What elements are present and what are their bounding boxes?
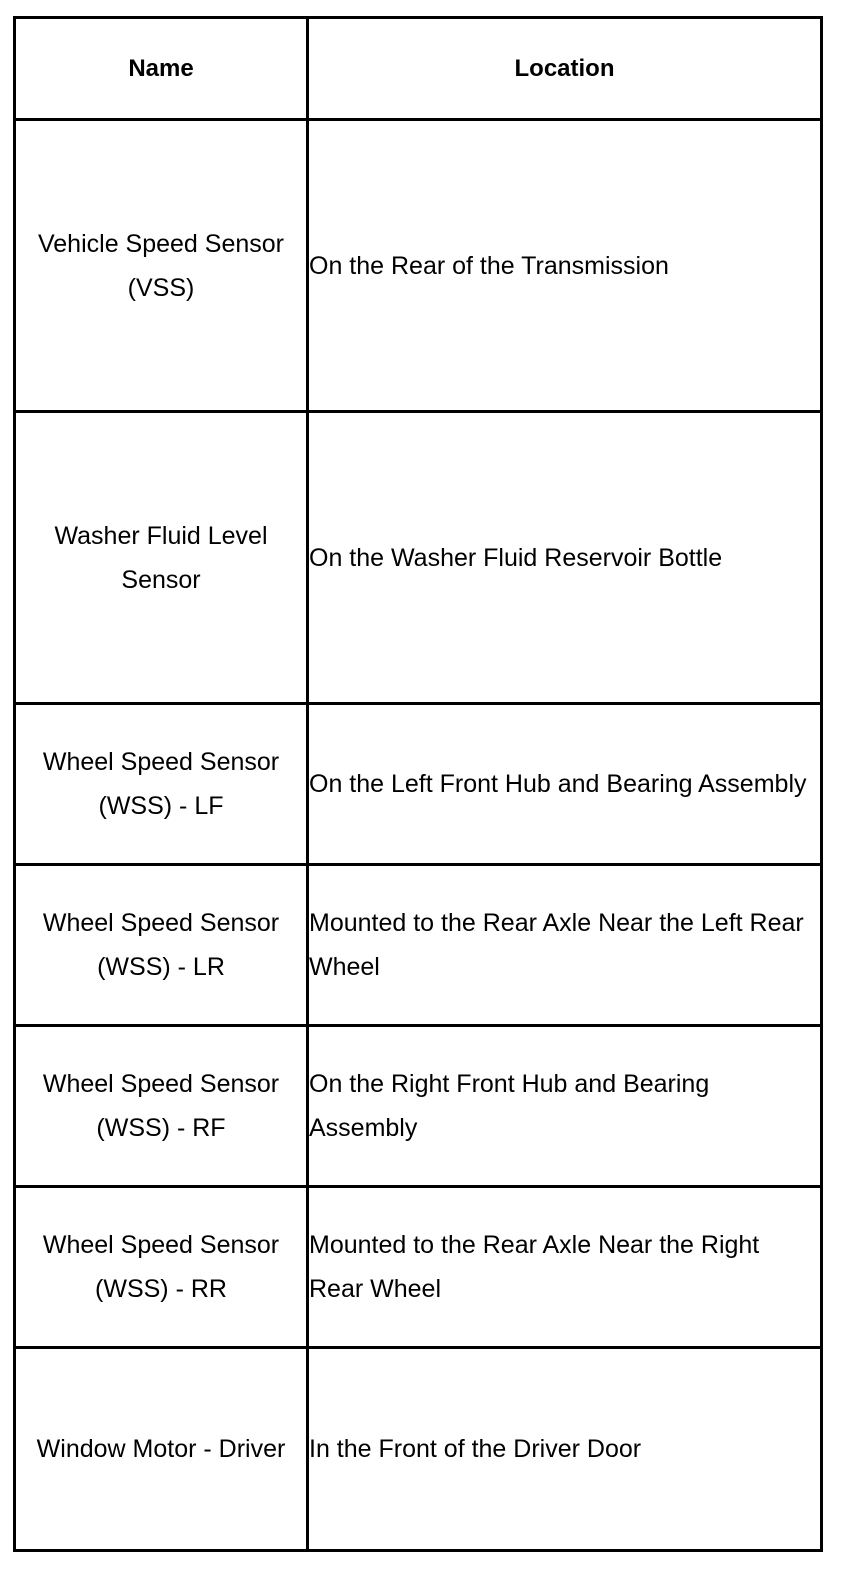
table-row: [15, 412, 822, 704]
table-row: [15, 120, 822, 412]
component-location-table: [13, 16, 823, 1552]
location-column-header: Location: [308, 18, 822, 120]
component-name-cell: Wheel Speed Sensor (WSS) - RR: [15, 1187, 308, 1348]
component-name-cell: Window Motor - Driver: [15, 1348, 308, 1551]
table-row: [15, 1348, 822, 1551]
table-row: [15, 1187, 822, 1348]
component-name-cell: Vehicle Speed Sensor (VSS): [15, 120, 308, 412]
table-row: [15, 865, 822, 1026]
component-name-cell: Wheel Speed Sensor (WSS) - LF: [15, 704, 308, 865]
component-location-cell: On the Right Front Hub and Bearing Assembly: [308, 1026, 822, 1187]
component-location-cell: On the Rear of the Transmission: [308, 120, 822, 412]
component-location-cell: Mounted to the Rear Axle Near the Right Rear Wheel: [308, 1187, 822, 1348]
component-name-cell: Wheel Speed Sensor (WSS) - LR: [15, 865, 308, 1026]
name-column-header: Name: [15, 18, 308, 120]
component-location-cell: On the Left Front Hub and Bearing Assembly: [308, 704, 822, 865]
component-name-cell: Wheel Speed Sensor (WSS) - RF: [15, 1026, 308, 1187]
table-header-row: [15, 18, 822, 120]
component-location-cell: Mounted to the Rear Axle Near the Left Rear Wheel: [308, 865, 822, 1026]
table-row: [15, 704, 822, 865]
table-row: [15, 1026, 822, 1187]
component-location-cell: In the Front of the Driver Door: [308, 1348, 822, 1551]
component-location-cell: On the Washer Fluid Reservoir Bottle: [308, 412, 822, 704]
component-name-cell: Washer Fluid Level Sensor: [15, 412, 308, 704]
